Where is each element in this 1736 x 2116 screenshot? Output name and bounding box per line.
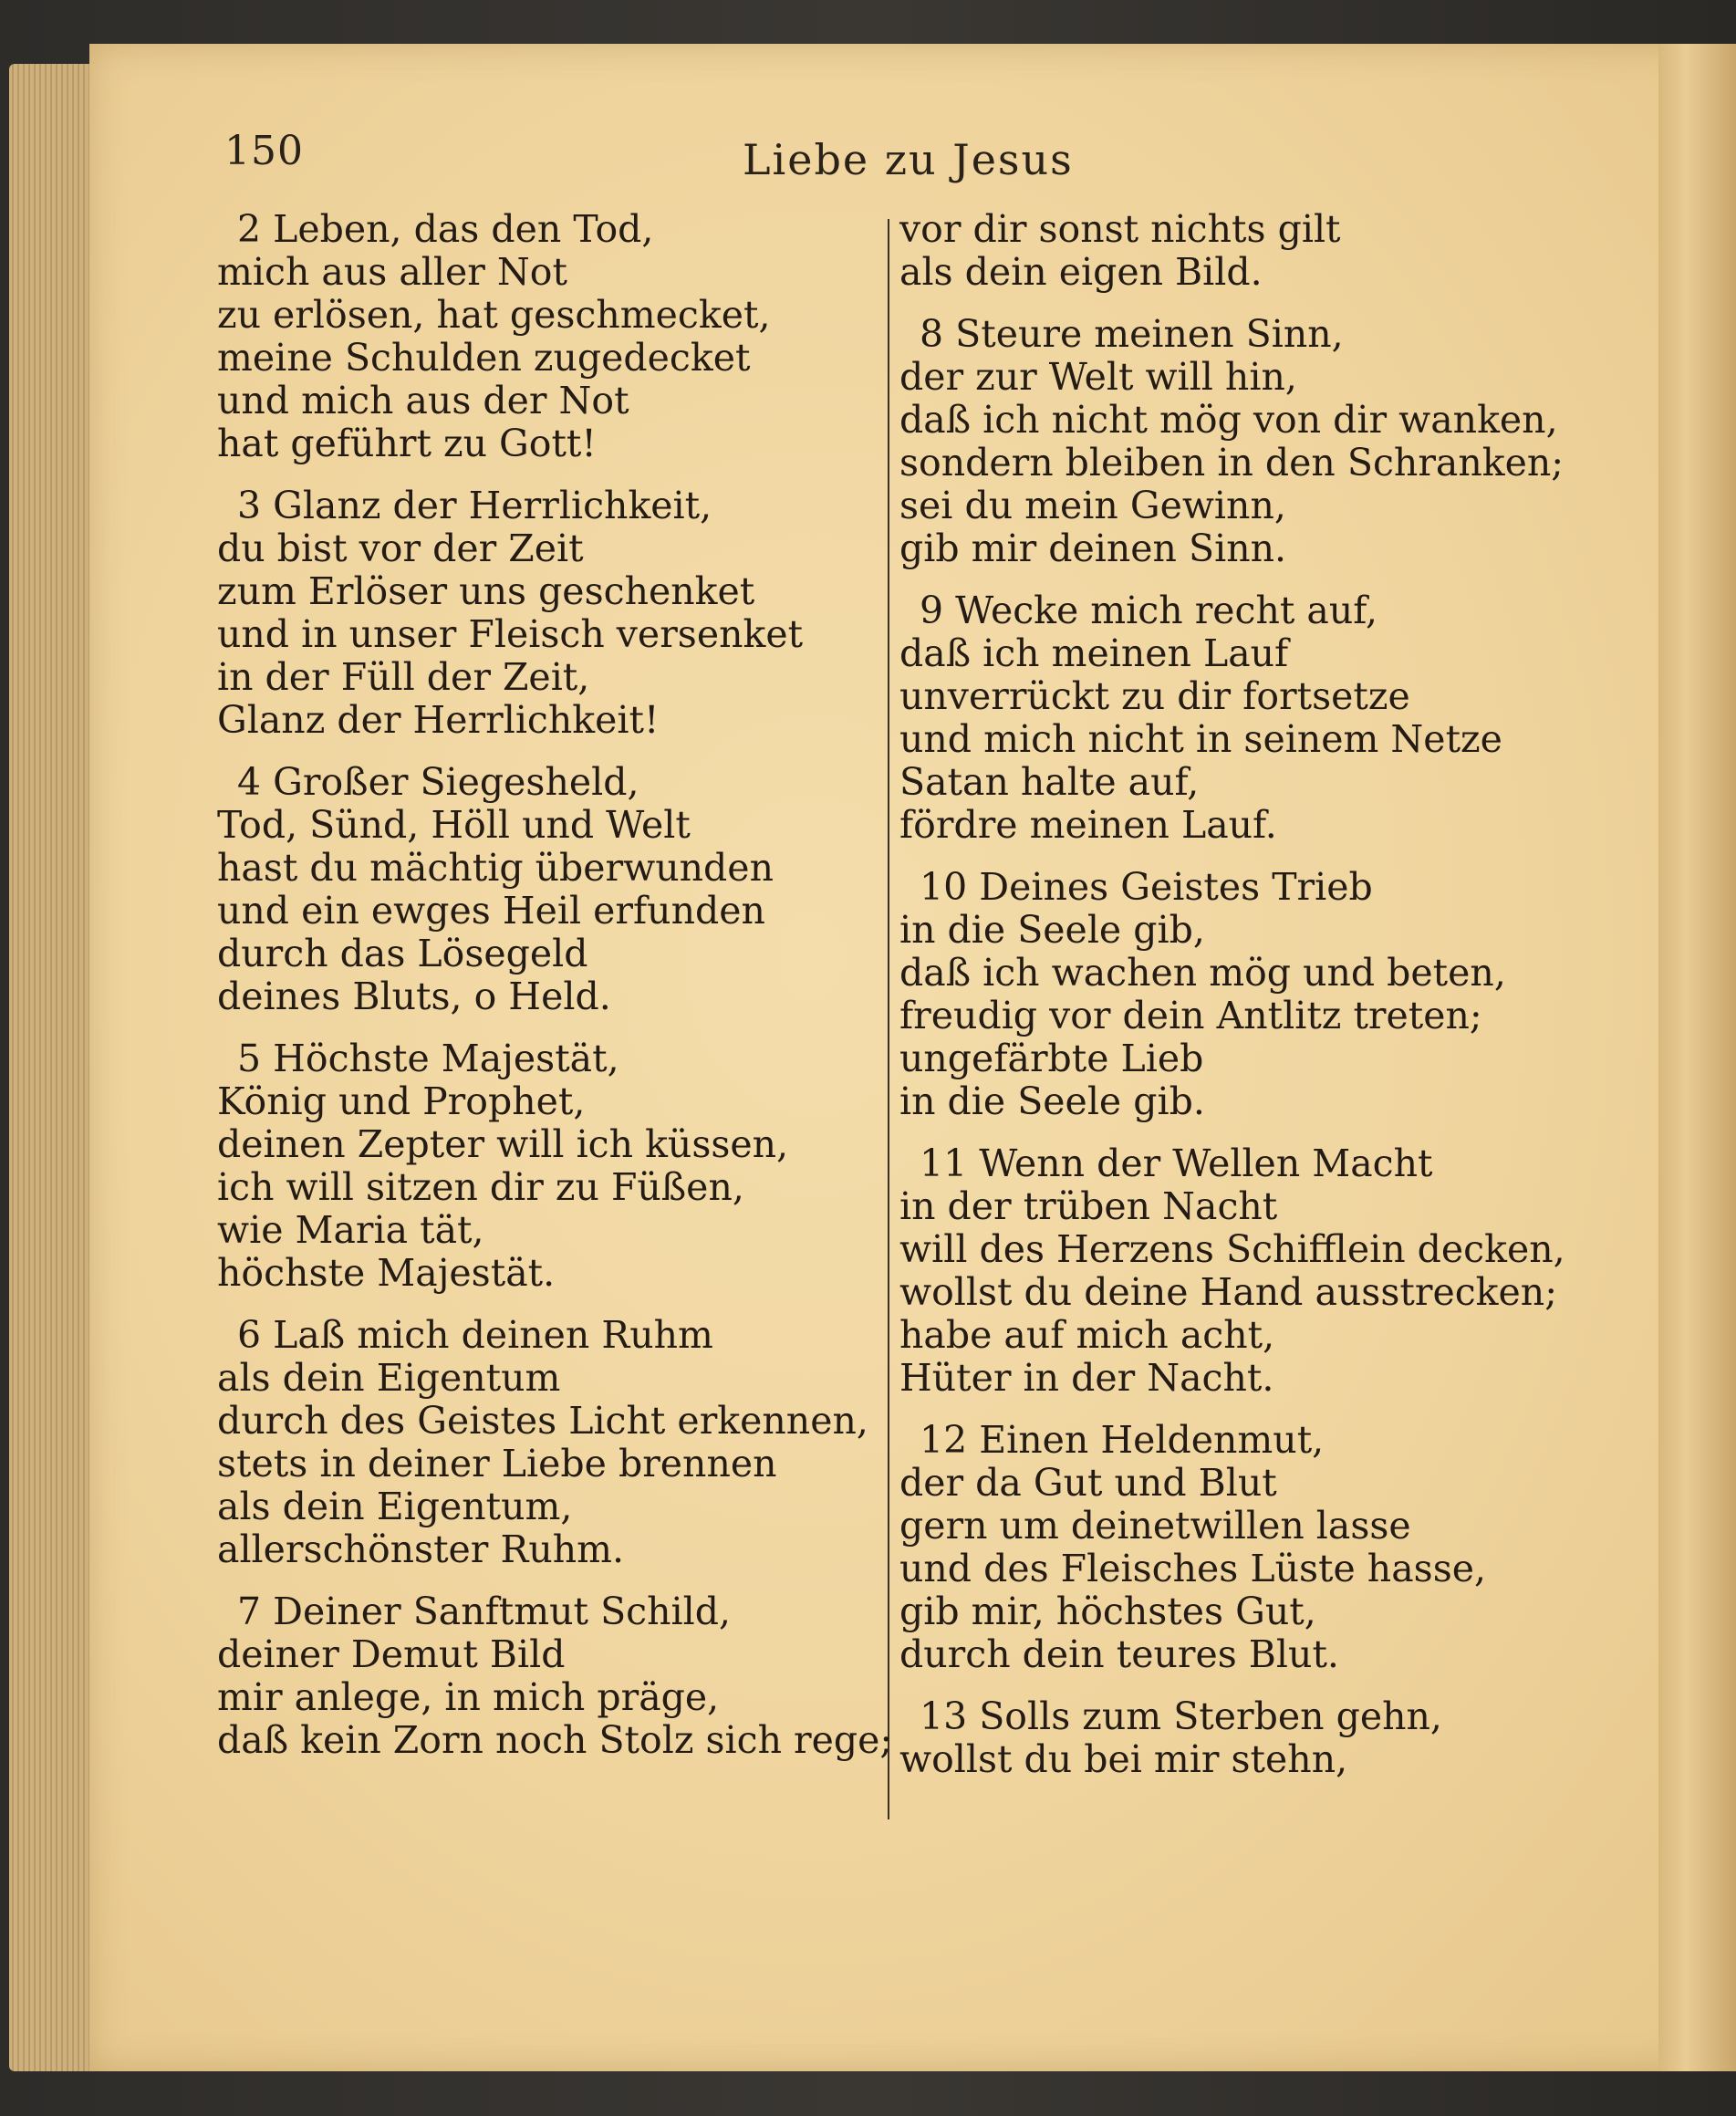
verse-text: und mich aus der Not — [217, 379, 629, 422]
verse-line — [217, 1123, 869, 1166]
verse-text: Großer Siegesheld, — [273, 760, 639, 804]
verse-text: als dein Eigentum — [217, 1356, 561, 1400]
verse-line — [899, 632, 1556, 675]
verse-line — [217, 1209, 869, 1252]
verse-text: in die Seele gib. — [899, 1079, 1205, 1123]
hymn-verse — [217, 485, 869, 742]
verse-line — [899, 399, 1556, 442]
verse-text: Einen Heldenmut, — [979, 1418, 1325, 1462]
verse-text: wollst du bei mir stehn, — [899, 1737, 1348, 1781]
verse-first-line — [217, 1314, 869, 1357]
hymn-verse — [217, 1314, 869, 1571]
verse-text: und des Fleisches Lüste hasse, — [899, 1547, 1487, 1590]
hymn-verse — [899, 1695, 1556, 1781]
verse-text: vor dir sonst nichts gilt — [899, 207, 1341, 251]
verse-line — [217, 1400, 869, 1443]
verse-line — [899, 1633, 1556, 1676]
verse-text: mich aus aller Not — [217, 250, 567, 294]
verse-text: durch des Geistes Licht erkennen, — [217, 1399, 868, 1443]
verse-line — [217, 1718, 893, 1762]
verse-line — [217, 1080, 869, 1123]
verse-text: Höchste Majestät, — [273, 1037, 619, 1080]
verse-text: deiner Demut Bild — [217, 1632, 566, 1676]
verse-line — [899, 485, 1556, 527]
verse-line — [899, 1080, 1556, 1123]
hymn-verse — [899, 1419, 1556, 1676]
verse-line — [899, 356, 1556, 399]
verse-first-line — [899, 313, 1556, 356]
verse-text: der zur Welt will hin, — [899, 355, 1297, 399]
verse-text: deines Bluts, o Held. — [217, 975, 611, 1018]
verse-line — [217, 804, 869, 847]
verse-text: Wecke mich recht auf, — [955, 589, 1378, 632]
verse-line — [899, 1738, 1556, 1781]
verse-first-line — [217, 485, 869, 527]
verse-text: zu erlösen, hat geschmecket, — [217, 293, 771, 337]
verse-line — [217, 975, 869, 1018]
verse-text: Deiner Sanftmut Schild, — [273, 1590, 732, 1633]
verse-line — [217, 294, 869, 337]
verse-text: ungefärbte Lieb — [899, 1037, 1204, 1080]
hymn-verse — [217, 761, 869, 1018]
hymn-verse — [899, 208, 1556, 294]
verse-line — [899, 1227, 1565, 1271]
running-head: Liebe zu Jesus — [743, 135, 1074, 184]
verse-text: deinen Zepter will ich küssen, — [217, 1122, 789, 1166]
verse-text: ich will sitzen dir zu Füßen, — [217, 1165, 744, 1209]
verse-line — [899, 441, 1564, 485]
verse-text: sondern bleiben in den Schranken; — [899, 441, 1564, 485]
verse-line — [217, 1166, 869, 1209]
verse-text: als dein eigen Bild. — [899, 250, 1263, 294]
verse-line — [217, 699, 869, 742]
verse-text: Satan halte auf, — [899, 760, 1200, 804]
verse-number: 12 — [920, 1418, 968, 1462]
verse-text: gib mir deinen Sinn. — [899, 526, 1287, 570]
verse-text: will des Herzens Schifflein decken, — [899, 1227, 1565, 1271]
verse-line — [217, 890, 869, 933]
verse-number: 11 — [920, 1141, 968, 1185]
hymn-verse — [899, 866, 1556, 1123]
column-divider — [888, 219, 889, 1819]
verse-line — [899, 1590, 1556, 1633]
verse-text: daß ich nicht mög von dir wanken, — [899, 398, 1558, 442]
verse-line — [217, 1443, 869, 1485]
verse-number: 3 — [237, 484, 262, 527]
verse-line — [899, 1462, 1556, 1505]
verse-text: Solls zum Sterben gehn, — [979, 1694, 1442, 1738]
verse-text: in der Füll der Zeit, — [217, 655, 590, 699]
verse-number: 8 — [920, 312, 944, 356]
verse-line — [217, 933, 869, 975]
verse-text: Leben, das den Tod, — [273, 207, 654, 251]
verse-text: Hüter in der Nacht. — [899, 1356, 1274, 1400]
verse-text: unverrückt zu dir fortsetze — [899, 674, 1410, 718]
verse-line — [899, 952, 1556, 995]
verse-number: 4 — [237, 760, 262, 804]
page-number: 150 — [224, 128, 304, 174]
verse-first-line — [899, 1419, 1556, 1462]
verse-line — [217, 422, 869, 465]
verse-text: und ein ewges Heil erfunden — [217, 889, 765, 933]
verse-text: sei du mein Gewinn, — [899, 484, 1286, 527]
verse-text: höchste Majestät. — [217, 1251, 556, 1295]
verse-text: fördre meinen Lauf. — [899, 803, 1277, 847]
verse-text: durch das Lösegeld — [217, 932, 588, 975]
verse-number: 2 — [237, 207, 262, 251]
verse-line — [217, 656, 869, 699]
verse-line — [217, 613, 869, 656]
verse-first-line — [899, 1142, 1556, 1185]
right-column — [899, 207, 1565, 1800]
verse-line — [217, 1357, 869, 1400]
verse-text: und mich nicht in seinem Netze — [899, 717, 1502, 761]
verse-number: 13 — [920, 1694, 968, 1738]
verse-line — [899, 675, 1556, 718]
verse-text: Wenn der Wellen Macht — [979, 1141, 1433, 1185]
verse-text: daß ich meinen Lauf — [899, 631, 1289, 675]
verse-text: allerschönster Ruhm. — [217, 1527, 625, 1571]
verse-text: Steure meinen Sinn, — [955, 312, 1344, 356]
verse-line — [899, 1314, 1556, 1357]
verse-text: durch dein teures Blut. — [899, 1632, 1339, 1676]
verse-text: hast du mächtig überwunden — [217, 846, 774, 890]
verse-number: 7 — [237, 1590, 262, 1633]
verse-line — [217, 570, 869, 613]
book-gutter — [1658, 44, 1736, 2071]
verse-number: 6 — [237, 1313, 262, 1357]
hymn-verse — [217, 1037, 869, 1295]
verse-first-line — [899, 589, 1556, 632]
verse-text: habe auf mich acht, — [899, 1313, 1275, 1357]
verse-first-line — [217, 1590, 869, 1633]
verse-line — [899, 909, 1556, 952]
page-edges — [9, 64, 96, 2071]
verse-text: Tod, Sünd, Höll und Welt — [217, 803, 691, 847]
verse-text: zum Erlöser uns geschenket — [217, 569, 755, 613]
verse-text: mir anlege, in mich präge, — [217, 1675, 720, 1719]
hymn-verse — [217, 1590, 893, 1762]
verse-line — [217, 1528, 869, 1571]
verse-line — [899, 1037, 1556, 1080]
verse-line — [899, 1185, 1556, 1228]
verse-line — [217, 847, 869, 890]
verse-line — [899, 1505, 1556, 1548]
verse-text: stets in deiner Liebe brennen — [217, 1442, 777, 1485]
verse-text: meine Schulden zugedecket — [217, 336, 751, 380]
verse-text: König und Prophet, — [217, 1079, 586, 1123]
verse-text: Glanz der Herrlichkeit, — [273, 484, 712, 527]
verse-first-line — [217, 761, 869, 804]
verse-line — [217, 380, 869, 422]
verse-line — [899, 1357, 1556, 1400]
verse-text: wie Maria tät, — [217, 1208, 484, 1252]
verse-first-line — [899, 1695, 1556, 1738]
verse-text: der da Gut und Blut — [899, 1461, 1277, 1505]
hymn-verse — [899, 589, 1556, 847]
left-column — [217, 207, 893, 1781]
verse-first-line — [899, 866, 1556, 909]
verse-text: du bist vor der Zeit — [217, 526, 584, 570]
verse-text: freudig vor dein Antlitz treten; — [899, 994, 1482, 1037]
verse-first-line — [217, 208, 869, 251]
verse-text: wollst du deine Hand ausstrecken; — [899, 1270, 1558, 1314]
verse-number: 5 — [237, 1037, 262, 1080]
hymn-verse — [899, 312, 1564, 570]
verse-number: 10 — [920, 865, 968, 909]
verse-line — [899, 527, 1556, 570]
verse-text: in der trüben Nacht — [899, 1184, 1278, 1228]
verse-line — [899, 804, 1556, 847]
verse-text: hat geführt zu Gott! — [217, 422, 597, 465]
verse-text: und in unser Fleisch versenket — [217, 612, 804, 656]
verse-first-line — [217, 1037, 869, 1080]
verse-line — [899, 995, 1556, 1037]
verse-text: in die Seele gib, — [899, 908, 1205, 952]
verse-text: Laß mich deinen Ruhm — [273, 1313, 713, 1357]
verse-line — [217, 1633, 869, 1676]
verse-line — [899, 1548, 1556, 1590]
verse-line — [899, 1271, 1556, 1314]
verse-text: Glanz der Herrlichkeit! — [217, 698, 660, 742]
verse-line — [217, 1676, 869, 1719]
verse-number: 9 — [920, 589, 944, 632]
verse-line — [217, 337, 869, 380]
hymn-verse — [899, 1141, 1565, 1400]
verse-line — [217, 1252, 869, 1295]
hymn-verse — [217, 208, 869, 465]
verse-line — [217, 527, 869, 570]
verse-line — [217, 1485, 869, 1528]
verse-text: gern um deinetwillen lasse — [899, 1504, 1411, 1548]
verse-line — [217, 251, 869, 294]
verse-line — [899, 251, 1556, 294]
verse-line — [899, 761, 1556, 804]
verse-first-line — [899, 208, 1556, 251]
verse-text: gib mir, höchstes Gut, — [899, 1590, 1316, 1633]
verse-text: als dein Eigentum, — [217, 1485, 573, 1528]
verse-text: Deines Geistes Trieb — [979, 865, 1373, 909]
verse-line — [899, 718, 1556, 761]
verse-text: daß kein Zorn noch Stolz sich rege; — [217, 1718, 893, 1762]
verse-text: daß ich wachen mög und beten, — [899, 951, 1506, 995]
